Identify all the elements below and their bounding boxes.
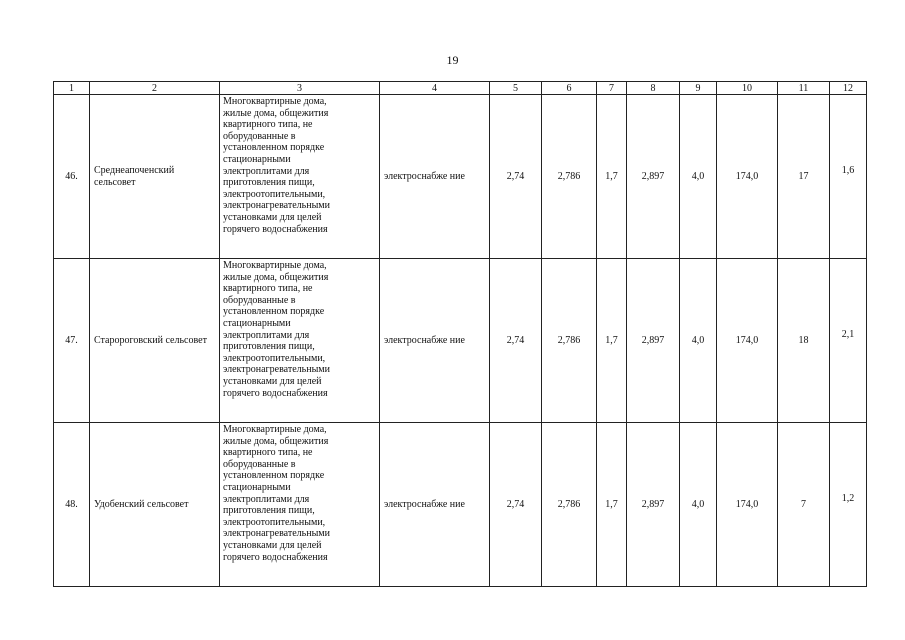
header-cell: 12: [830, 82, 867, 95]
header-cell: 5: [490, 82, 542, 95]
description-line: Многоквартирные дома,: [223, 96, 327, 107]
value-col-12: [830, 423, 867, 587]
value-col-9: 4,0: [680, 259, 717, 423]
description-line: электроплитами для: [223, 493, 310, 505]
description-line: жилые дома, общежития: [223, 271, 329, 283]
value-col-11: 18: [778, 259, 830, 423]
description-line: жилые дома, общежития: [223, 435, 329, 447]
value-col-12: [830, 259, 867, 423]
consumer-category: [220, 259, 380, 423]
description-line: электроотопительными,: [223, 516, 326, 528]
value-col-7: 1,7: [597, 423, 627, 587]
description-line: электроотопительными,: [223, 352, 326, 364]
table-row: [54, 95, 867, 259]
value-col-6: 2,786: [542, 259, 597, 423]
description-line: горячего водоснабжения: [223, 551, 328, 563]
description-line: квартирного типа, не: [223, 283, 313, 295]
page-number: 19: [446, 53, 459, 67]
description-line: горячего водоснабжения: [223, 223, 328, 235]
header-cell: 10: [717, 82, 778, 95]
settlement-name: Удобенский сельсовет: [90, 423, 220, 587]
row-number: 47.: [54, 259, 90, 423]
value-col-5: 2,74: [490, 95, 542, 259]
description-line: установками для целей: [223, 211, 322, 223]
header-cell: 8: [627, 82, 680, 95]
value-col-12-text: 2,1: [841, 328, 855, 340]
description-line: Многоквартирные дома,: [223, 424, 327, 435]
header-cell: 11: [778, 82, 830, 95]
utility-service: электроснабже ние: [380, 423, 490, 587]
value-col-6: 2,786: [542, 423, 597, 587]
description-line: установками для целей: [223, 375, 322, 387]
description-line: установленном порядке: [223, 306, 325, 318]
row-number: 48.: [54, 423, 90, 587]
value-col-10: 174,0: [717, 259, 778, 423]
description-line: электронагревательными: [223, 364, 330, 376]
description-line: приготовления пищи,: [223, 341, 315, 353]
description-line: установками для целей: [223, 539, 322, 551]
description-line: стационарными: [223, 317, 291, 329]
consumer-category: [220, 423, 380, 587]
description-line: оборудованные в: [223, 458, 296, 470]
description-line: оборудованные в: [223, 130, 296, 142]
value-col-8: 2,897: [627, 95, 680, 259]
description-line: электронагревательными: [223, 200, 330, 212]
table-row: [54, 259, 867, 423]
value-col-11: 7: [778, 423, 830, 587]
description-line: приготовления пищи,: [223, 505, 315, 517]
description-line: электроплитами для: [223, 329, 310, 341]
value-col-10: 174,0: [717, 95, 778, 259]
header-cell: 3: [220, 82, 380, 95]
value-col-8: 2,897: [627, 423, 680, 587]
header-row: [54, 82, 867, 95]
settlement-name: Старороговский сельсовет: [90, 259, 220, 423]
description-line: стационарными: [223, 481, 291, 493]
value-col-8: 2,897: [627, 259, 680, 423]
row-number: 46.: [54, 95, 90, 259]
utility-service: электроснабже ние: [380, 95, 490, 259]
description-line: квартирного типа, не: [223, 447, 313, 459]
description-line: квартирного типа, не: [223, 119, 313, 131]
description-line: установленном порядке: [223, 142, 325, 154]
value-col-7: 1,7: [597, 95, 627, 259]
utility-service: электроснабже ние: [380, 259, 490, 423]
value-col-12-text: 1,6: [841, 164, 855, 176]
header-cell: 7: [597, 82, 627, 95]
description-line: стационарными: [223, 153, 291, 165]
header-cell: 9: [680, 82, 717, 95]
description-line: приготовления пищи,: [223, 177, 315, 189]
description-line: горячего водоснабжения: [223, 387, 328, 399]
value-col-9: 4,0: [680, 95, 717, 259]
table-row: [54, 423, 867, 587]
value-col-6: 2,786: [542, 95, 597, 259]
description-line: жилые дома, общежития: [223, 107, 329, 119]
description-line: электроплитами для: [223, 165, 310, 177]
value-col-7: 1,7: [597, 259, 627, 423]
value-col-5: 2,74: [490, 259, 542, 423]
value-col-5: 2,74: [490, 423, 542, 587]
tariff-table: [53, 81, 867, 587]
description-line: электроотопительными,: [223, 188, 326, 200]
header-cell: 4: [380, 82, 490, 95]
header-cell: 1: [54, 82, 90, 95]
description-line: оборудованные в: [223, 294, 296, 306]
description-line: Многоквартирные дома,: [223, 260, 327, 271]
value-col-11: 17: [778, 95, 830, 259]
value-col-9: 4,0: [680, 423, 717, 587]
description-line: установленном порядке: [223, 470, 325, 482]
header-cell: 2: [90, 82, 220, 95]
consumer-category: [220, 95, 380, 259]
value-col-12-text: 1,2: [841, 492, 855, 504]
description-line: электронагревательными: [223, 528, 330, 540]
value-col-10: 174,0: [717, 423, 778, 587]
settlement-name: Среднеапоченский сельсовет: [90, 95, 220, 259]
header-cell: 6: [542, 82, 597, 95]
value-col-12: [830, 95, 867, 259]
